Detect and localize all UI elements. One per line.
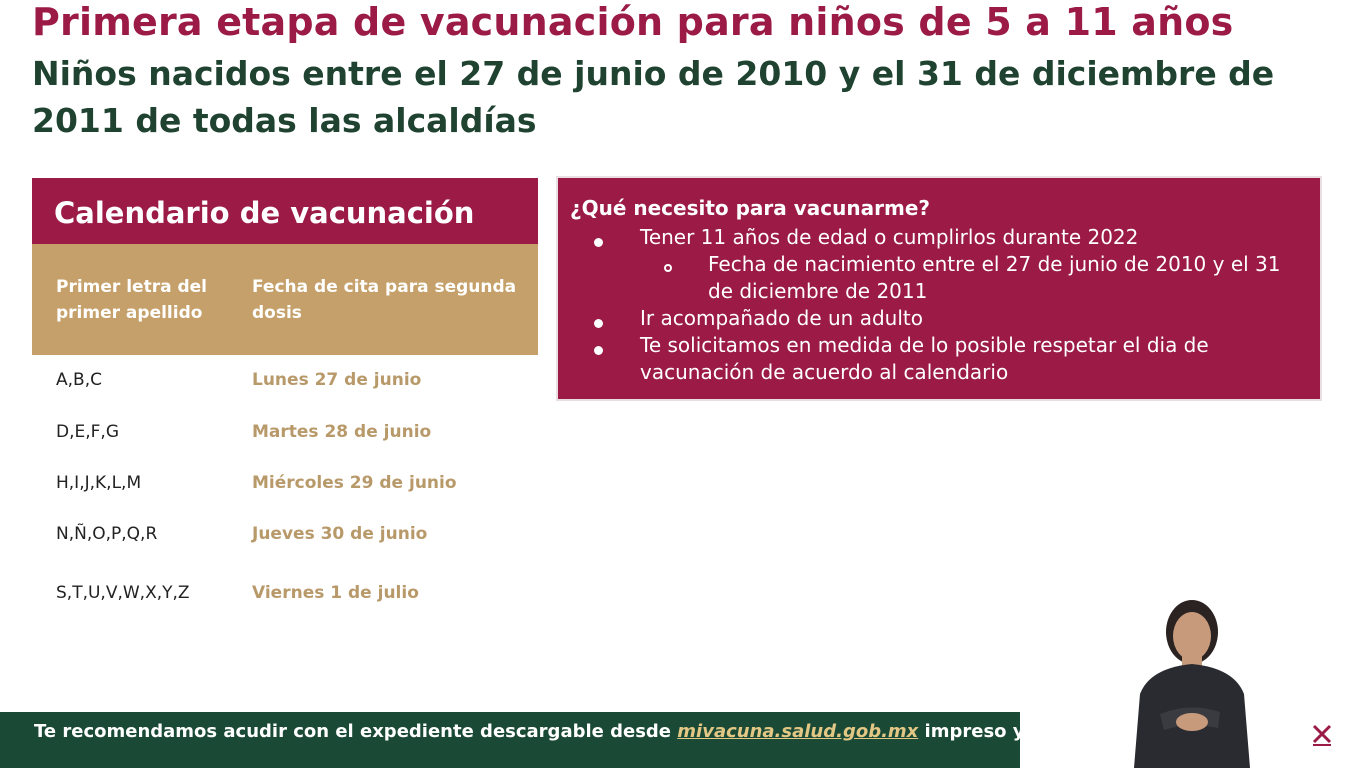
requirements-title: ¿Qué necesito para vacunarme? xyxy=(570,196,930,220)
calendar-column-headers xyxy=(32,244,538,355)
calendar-row xyxy=(32,524,538,554)
row-date: Lunes 27 de junio xyxy=(252,370,422,390)
row-date: Miércoles 29 de junio xyxy=(252,473,457,493)
sign-language-interpreter xyxy=(1120,594,1260,768)
footer-banner xyxy=(0,712,1103,768)
calendar-row xyxy=(32,583,538,613)
calendar-row xyxy=(32,473,538,503)
bullet-icon xyxy=(594,238,603,247)
bullet-icon xyxy=(594,346,603,355)
banner-text-end: impreso y prellen xyxy=(918,721,1103,742)
row-date: Viernes 1 de julio xyxy=(252,583,419,603)
letter-column-header: Primer letra del primer apellido xyxy=(56,277,207,323)
requirement-item: Ir acompañado de un adulto xyxy=(640,306,923,330)
row-date: Jueves 30 de junio xyxy=(252,524,428,544)
row-letters: H,I,J,K,L,M xyxy=(56,473,142,493)
requirement-subitem: Fecha de nacimiento entre el 27 de junio de 2010 y el 31 de diciembre de 2011 xyxy=(708,252,1281,303)
bullet-icon xyxy=(594,319,603,328)
row-letters: A,B,C xyxy=(56,370,102,390)
row-date: Martes 28 de junio xyxy=(252,422,432,442)
row-letters: D,E,F,G xyxy=(56,422,119,442)
sub-bullet-icon xyxy=(664,264,672,272)
calendar-row xyxy=(32,422,538,452)
date-column-header: Fecha de cita para segunda dosis xyxy=(252,277,517,323)
requirement-item: Tener 11 años de edad o cumplirlos durante 2022 xyxy=(640,225,1139,249)
calendar-title: Calendario de vacunación xyxy=(32,178,538,244)
calendar-row xyxy=(32,370,538,400)
row-letters: N,Ñ,O,P,Q,R xyxy=(56,524,158,544)
page-subtitle: Niños nacidos entre el 27 de junio de 2010 y el 31 de diciembre de 2011 de todas las alcaldías xyxy=(32,54,1275,140)
requirements-box xyxy=(556,176,1322,401)
row-letters: S,T,U,V,W,X,Y,Z xyxy=(56,583,190,603)
page-title: Primera etapa de vacunación para niños de 5 a 11 años xyxy=(32,0,1234,44)
government-logo-icon xyxy=(1310,722,1334,748)
requirement-item: Te solicitamos en medida de lo posible respetar el dia de vacunación de acuerdo al calendario xyxy=(640,333,1209,384)
banner-text: Te recomendamos acudir con el expediente descargable desde xyxy=(34,721,678,742)
banner-link[interactable]: mivacuna.salud.gob.mx xyxy=(677,721,919,742)
